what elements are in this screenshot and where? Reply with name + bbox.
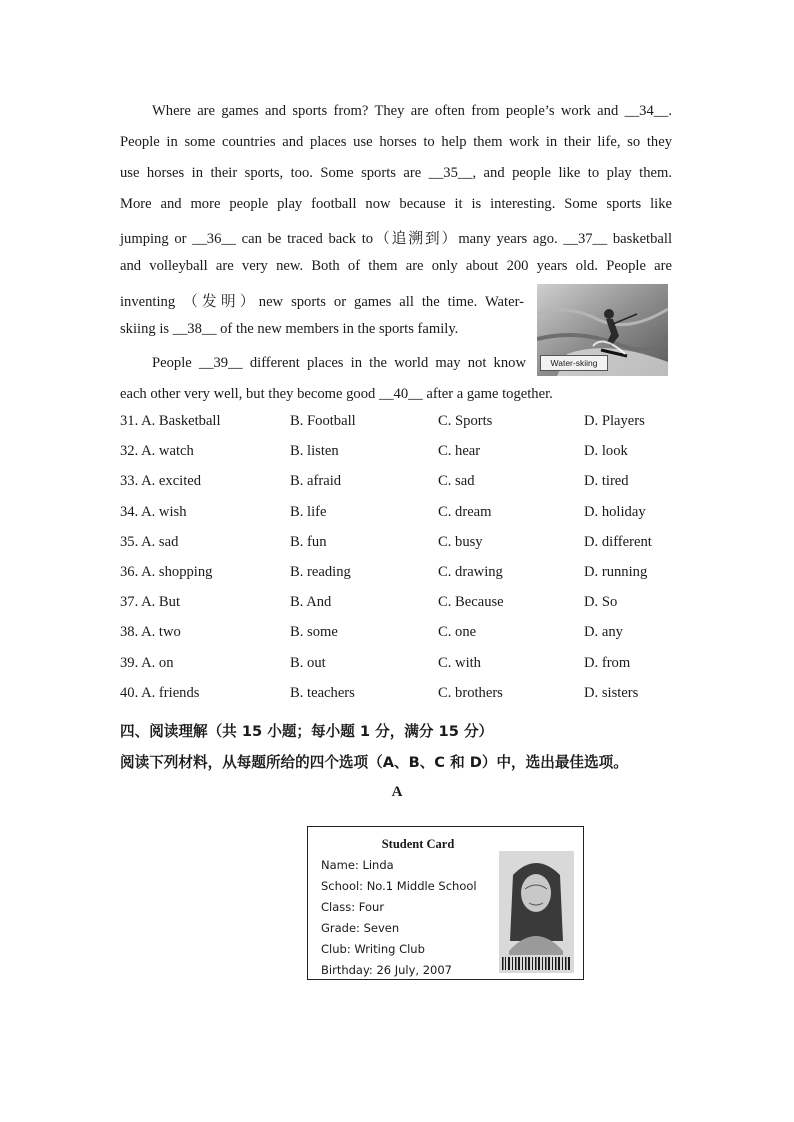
option-a[interactable]: A. But xyxy=(141,594,181,610)
option-c[interactable]: C. drawing xyxy=(438,564,503,580)
question-row-36 xyxy=(120,564,680,588)
question-number: 37. xyxy=(120,594,139,610)
option-a[interactable]: A. watch xyxy=(141,443,194,459)
option-b[interactable]: B. teachers xyxy=(290,685,355,701)
option-b[interactable]: B. fun xyxy=(290,534,327,550)
student-photo xyxy=(499,851,574,973)
option-d[interactable]: D. different xyxy=(584,534,652,550)
passage-line-8: skiing is __38__ of the new members in the sports family. xyxy=(120,321,459,337)
option-b[interactable]: B. out xyxy=(290,655,326,671)
option-a[interactable]: A. friends xyxy=(141,685,200,701)
question-row-35 xyxy=(120,534,680,558)
option-a[interactable]: A. Basketball xyxy=(141,413,221,429)
option-b[interactable]: B. some xyxy=(290,624,338,640)
option-b[interactable]: B. Football xyxy=(290,413,356,429)
option-d[interactable]: D. tired xyxy=(584,473,629,489)
option-a[interactable]: A. sad xyxy=(141,534,179,550)
question-row-39 xyxy=(120,655,680,679)
option-b[interactable]: B. listen xyxy=(290,443,339,459)
option-c[interactable]: C. one xyxy=(438,624,477,640)
option-b[interactable]: B. reading xyxy=(290,564,351,580)
card-grade: Grade: Seven xyxy=(321,921,400,935)
question-number: 40. xyxy=(120,685,139,701)
question-number: 38. xyxy=(120,624,139,640)
water-skiing-photo xyxy=(537,284,668,376)
option-c[interactable]: C. dream xyxy=(438,504,492,520)
option-c[interactable]: C. hear xyxy=(438,443,481,459)
option-c[interactable]: C. sad xyxy=(438,473,475,489)
card-name: Name: Linda xyxy=(321,858,394,872)
option-c[interactable]: C. busy xyxy=(438,534,483,550)
section-heading: 四、阅读理解（共 15 小题；每小题 1 分，满分 15 分） xyxy=(120,723,494,740)
card-school: School: No.1 Middle School xyxy=(321,879,477,893)
passage-line-2: People in some countries and places use horses to help them work in their life, so they xyxy=(120,134,672,150)
option-d[interactable]: D. holiday xyxy=(584,504,646,520)
passage-line-4: More and more people play football now because it is interesting. Some sports like xyxy=(120,196,672,212)
question-number: 36. xyxy=(120,564,139,580)
student-card xyxy=(307,826,584,980)
question-number: 32. xyxy=(120,443,139,459)
option-d[interactable]: D. So xyxy=(584,594,618,610)
passage-line-1: Where are games and sports from? They are often from people’s work and __34__. xyxy=(152,103,672,119)
passage-line-9: People __39__ different places in the world may not know xyxy=(152,355,526,371)
question-row-37 xyxy=(120,594,680,618)
option-c[interactable]: C. brothers xyxy=(438,685,503,701)
section-instruction: 阅读下列材料，从每题所给的四个选项（A、B、C 和 D）中，选出最佳选项。 xyxy=(120,754,628,771)
option-c[interactable]: C. Sports xyxy=(438,413,493,429)
option-a[interactable]: A. excited xyxy=(141,473,202,489)
passage-line-3: use horses in their sports, too. Some sports are __35__, and people like to play them. xyxy=(120,165,672,181)
passage-line-10: each other very well, but they become good __40__ after a game together. xyxy=(120,386,553,402)
passage-line-7: inventing （发明）new sports or games all the time. Water- xyxy=(120,294,524,310)
option-d[interactable]: D. from xyxy=(584,655,631,671)
question-number: 39. xyxy=(120,655,139,671)
option-b[interactable]: B. And xyxy=(290,594,332,610)
question-number: 35. xyxy=(120,534,139,550)
option-c[interactable]: C. Because xyxy=(438,594,504,610)
option-d[interactable]: D. sisters xyxy=(584,685,639,701)
question-row-33 xyxy=(120,473,680,497)
water-skiing-caption: Water-skiing xyxy=(540,355,608,371)
question-row-32 xyxy=(120,443,680,467)
card-club: Club: Writing Club xyxy=(321,942,425,956)
option-c[interactable]: C. with xyxy=(438,655,481,671)
card-class: Class: Four xyxy=(321,900,385,914)
option-a[interactable]: A. two xyxy=(141,624,181,640)
question-row-38 xyxy=(120,624,680,648)
question-number: 34. xyxy=(120,504,139,520)
question-row-31 xyxy=(120,413,680,437)
option-b[interactable]: B. life xyxy=(290,504,327,520)
option-a[interactable]: A. shopping xyxy=(141,564,213,580)
passage-letter: A xyxy=(391,784,403,800)
question-row-34 xyxy=(120,504,680,528)
passage-line-5: jumping or __36__ can be traced back to（追溯到）many years ago. __37__ basketball xyxy=(120,231,672,247)
passage-line-6: and volleyball are very new. Both of them are only about 200 years old. People are xyxy=(120,258,672,274)
card-birthday: Birthday: 26 July, 2007 xyxy=(321,963,453,977)
option-b[interactable]: B. afraid xyxy=(290,473,342,489)
question-number: 33. xyxy=(120,473,139,489)
option-d[interactable]: D. look xyxy=(584,443,628,459)
option-a[interactable]: A. on xyxy=(141,655,174,671)
option-d[interactable]: D. running xyxy=(584,564,648,580)
question-row-40 xyxy=(120,685,680,709)
option-d[interactable]: D. Players xyxy=(584,413,645,429)
card-title: Student Card xyxy=(381,837,455,851)
option-a[interactable]: A. wish xyxy=(141,504,187,520)
option-d[interactable]: D. any xyxy=(584,624,623,640)
question-number: 31. xyxy=(120,413,139,429)
